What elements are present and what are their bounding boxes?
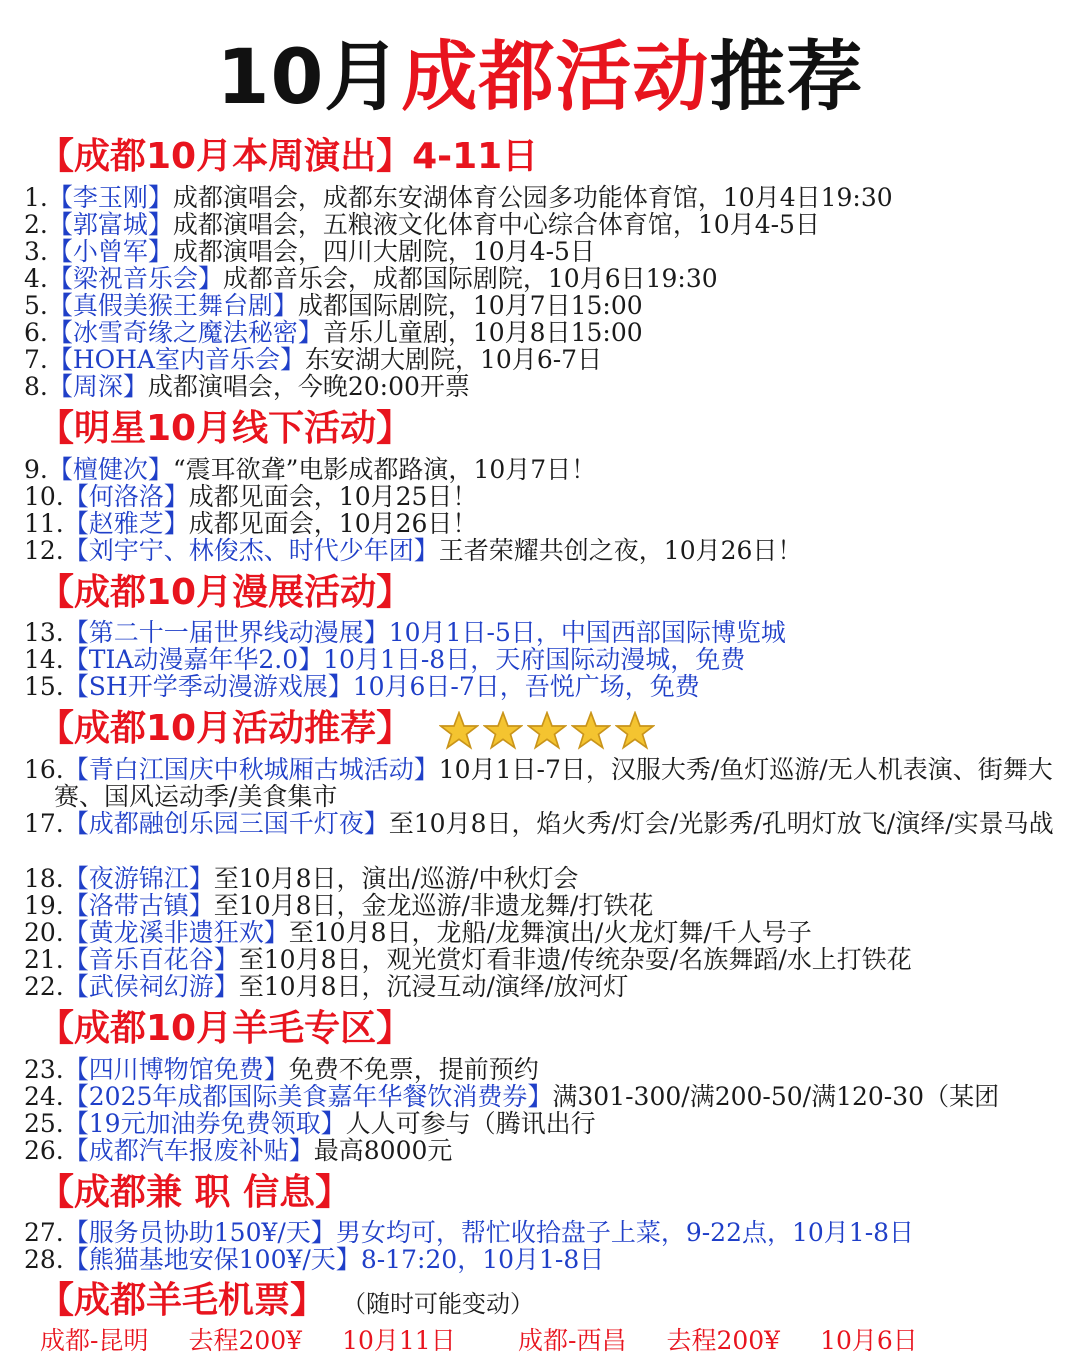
- list-item: [24, 619, 1064, 646]
- item-number: 1.: [24, 183, 48, 212]
- item-desc: 10月1日-8日，天府国际动漫城，免费: [323, 645, 746, 674]
- list-item: [24, 1219, 1064, 1246]
- section-title: 【成都羊毛机票】: [38, 1280, 327, 1321]
- item-number: 26.: [24, 1136, 64, 1165]
- list-item: [24, 973, 1064, 1000]
- item-name: 【刘宇宁、林俊杰、时代少年团】: [63, 536, 439, 565]
- list-item: [24, 646, 1064, 673]
- item-number: 8.: [24, 372, 48, 401]
- item-name: 【郭富城】: [47, 210, 173, 239]
- section-heading-comic-expo: 【成都10月漫展活动】: [38, 572, 413, 613]
- list-item: [24, 292, 1064, 319]
- item-name: 【黄龙溪非遗狂欢】: [63, 918, 289, 947]
- item-desc: 成都演唱会，四川大剧院，10月4-5日: [172, 237, 595, 266]
- item-desc: 至10月8日，焰火秀/灯会/光影秀/孔明灯放飞/演绎/实景马战: [388, 809, 1054, 838]
- item-name: 【洛带古镇】: [63, 891, 214, 920]
- section-title: 【成都10月活动推荐】: [38, 708, 413, 749]
- item-desc: 最高8000元: [313, 1136, 453, 1165]
- title-part-1: 10月: [216, 32, 402, 121]
- star-icon: [571, 711, 611, 751]
- list-item: [24, 184, 1064, 211]
- item-name: 【第二十一届世界线动漫展】: [63, 618, 389, 647]
- list-item: [24, 211, 1064, 238]
- item-desc: 音乐儿童剧，10月8日15:00: [322, 318, 643, 347]
- ticket-route: 成都-西昌: [518, 1326, 627, 1355]
- item-number: 17.: [24, 809, 64, 838]
- star-rating: [439, 709, 659, 751]
- list-item: [24, 1137, 1064, 1164]
- item-desc: 王者荣耀共创之夜，10月26日！: [438, 536, 803, 565]
- item-number: 24.: [24, 1082, 64, 1111]
- list-item: [24, 673, 1064, 700]
- item-desc: 成都见面会，10月26日！: [188, 509, 478, 538]
- flight-ticket: [518, 1326, 958, 1356]
- item-name: 【赵雅芝】: [63, 509, 189, 538]
- item-desc: 人人可参与（腾讯出行: [345, 1109, 596, 1138]
- item-number: 13.: [24, 618, 64, 647]
- item-name: 【青白江国庆中秋城厢古城活动】: [63, 755, 439, 784]
- item-name: 【2025年成都国际美食嘉年华餐饮消费券】: [63, 1082, 553, 1111]
- list-item: [24, 1110, 1064, 1137]
- ticket-date: 10月11日: [342, 1326, 456, 1355]
- item-name: 【TIA动漫嘉年华2.0】: [63, 645, 324, 674]
- item-number: 5.: [24, 291, 48, 320]
- star-icon: [615, 711, 655, 751]
- item-name: 【音乐百花谷】: [63, 945, 239, 974]
- list-item: [24, 946, 1064, 973]
- section-heading-part-time-jobs: 【成都兼 职 信息】: [38, 1172, 352, 1213]
- item-desc: 东安湖大剧院，10月6-7日: [305, 345, 603, 374]
- item-number: 22.: [24, 972, 64, 1001]
- item-number: 6.: [24, 318, 48, 347]
- item-name: 【真假美猴王舞台剧】: [47, 291, 298, 320]
- item-number: 20.: [24, 918, 64, 947]
- section-note: （随时可能变动）: [354, 1290, 535, 1318]
- item-number: 19.: [24, 891, 64, 920]
- list-item: [24, 810, 1064, 837]
- item-name: 【HOHA室内音乐会】: [47, 345, 306, 374]
- page-title: [0, 32, 1080, 122]
- flight-ticket: [40, 1326, 496, 1356]
- item-name: 【何洛洛】: [63, 482, 189, 511]
- star-icon: [483, 711, 523, 751]
- item-name: 【梁祝音乐会】: [47, 264, 223, 293]
- item-name: 【成都融创乐园三国千灯夜】: [63, 809, 389, 838]
- section-heading-performances: 【成都10月本周演出】4-11日: [38, 136, 539, 177]
- list-item: [24, 892, 1064, 919]
- item-name: 【四川博物馆免费】: [63, 1055, 289, 1084]
- item-number: 28.: [24, 1245, 64, 1274]
- item-desc: 成都国际剧院，10月7日15:00: [297, 291, 643, 320]
- item-name: 【李玉刚】: [47, 183, 173, 212]
- item-desc: 成都演唱会，成都东安湖体育公园多功能体育馆，10月4日19:30: [172, 183, 893, 212]
- list-item: [24, 756, 1064, 810]
- list-item: [24, 919, 1064, 946]
- item-number: 27.: [24, 1218, 64, 1247]
- item-desc: 至10月8日，沉浸互动/演绎/放河灯: [238, 972, 629, 1001]
- item-number: 16.: [24, 755, 64, 784]
- item-number: 12.: [24, 536, 64, 565]
- item-number: 9.: [24, 455, 48, 484]
- section-heading-activities: [38, 708, 659, 751]
- item-number: 2.: [24, 210, 48, 239]
- item-name: 【熊猫基地安保100¥/天】: [63, 1245, 361, 1274]
- list-item: [24, 1083, 1064, 1110]
- list-item: [24, 346, 1064, 373]
- item-number: 18.: [24, 864, 64, 893]
- ticket-price: 去程200¥: [188, 1326, 303, 1355]
- ticket-date: 10月6日: [820, 1326, 918, 1355]
- list-item: [24, 865, 1064, 892]
- item-desc: 10月1日-7日，汉服大秀/鱼灯巡游/无人机表演、街舞大赛、国风运动季/美食集市: [54, 755, 1053, 811]
- item-number: 10.: [24, 482, 64, 511]
- item-desc: 成都演唱会，今晚20:00开票: [147, 372, 470, 401]
- item-name: 【武侯祠幻游】: [63, 972, 239, 1001]
- item-name: 【檀健次】: [47, 455, 173, 484]
- item-number: 3.: [24, 237, 48, 266]
- item-desc: 至10月8日，龙船/龙舞演出/火龙灯舞/千人号子: [288, 918, 812, 947]
- item-number: 21.: [24, 945, 64, 974]
- item-desc: 10月6日-7日，吾悦广场，免费: [352, 672, 700, 701]
- list-item: [24, 510, 1064, 537]
- list-item: [24, 265, 1064, 292]
- item-desc: 男女均可，帮忙收拾盘子上菜，9-22点，10月1-8日: [335, 1218, 915, 1247]
- list-item: [24, 537, 1064, 564]
- item-desc: “震耳欲聋”电影成都路演，10月7日！: [172, 455, 597, 484]
- item-name: 【成都汽车报废补贴】: [63, 1136, 314, 1165]
- item-number: 25.: [24, 1109, 64, 1138]
- list-item: [24, 483, 1064, 510]
- star-icon: [527, 711, 567, 751]
- item-desc: 8-17:20，10月1-8日: [360, 1245, 605, 1274]
- item-name: 【19元加油券免费领取】: [63, 1109, 346, 1138]
- item-name: 【SH开学季动漫游戏展】: [63, 672, 353, 701]
- list-item: [24, 238, 1064, 265]
- item-number: 14.: [24, 645, 64, 674]
- item-number: 7.: [24, 345, 48, 374]
- item-desc: 成都演唱会，五粮液文化体育中心综合体育馆，10月4-5日: [172, 210, 820, 239]
- list-item: [24, 373, 1064, 400]
- list-item: [24, 456, 1064, 483]
- title-part-2: 成都活动: [401, 32, 710, 121]
- item-desc: 满301-300/满200-50/满120-30（某团: [552, 1082, 1000, 1111]
- title-part-3: 推荐: [709, 32, 864, 121]
- item-desc: 成都音乐会，成都国际剧院，10月6日19:30: [222, 264, 718, 293]
- item-desc: 免费不免票，提前预约: [288, 1055, 539, 1084]
- list-item: [24, 1056, 1064, 1083]
- list-item: [24, 319, 1064, 346]
- item-desc: 至10月8日，演出/巡游/中秋灯会: [213, 864, 579, 893]
- item-desc: 至10月8日，观光赏灯看非遗/传统杂耍/名族舞蹈/水上打铁花: [238, 945, 912, 974]
- ticket-route: 成都-昆明: [40, 1326, 149, 1355]
- section-heading-deals: 【成都10月羊毛专区】: [38, 1008, 413, 1049]
- item-name: 【小曾军】: [47, 237, 173, 266]
- item-number: 15.: [24, 672, 64, 701]
- item-number: 4.: [24, 264, 48, 293]
- section-heading-flight-deals: [38, 1280, 534, 1325]
- list-item: [24, 1246, 1064, 1273]
- item-desc: 至10月8日，金龙巡游/非遗龙舞/打铁花: [213, 891, 654, 920]
- star-icon: [439, 711, 479, 751]
- item-number: 11.: [24, 509, 64, 538]
- item-name: 【服务员协助150¥/天】: [63, 1218, 336, 1247]
- item-number: 23.: [24, 1055, 64, 1084]
- item-desc: 10月1日-5日，中国西部国际博览城: [388, 618, 786, 647]
- item-name: 【周深】: [47, 372, 148, 401]
- item-name: 【夜游锦江】: [63, 864, 214, 893]
- item-name: 【冰雪奇缘之魔法秘密】: [47, 318, 323, 347]
- ticket-price: 去程200¥: [666, 1326, 781, 1355]
- item-desc: 成都见面会，10月25日！: [188, 482, 478, 511]
- section-heading-celebrities: 【明星10月线下活动】: [38, 408, 413, 449]
